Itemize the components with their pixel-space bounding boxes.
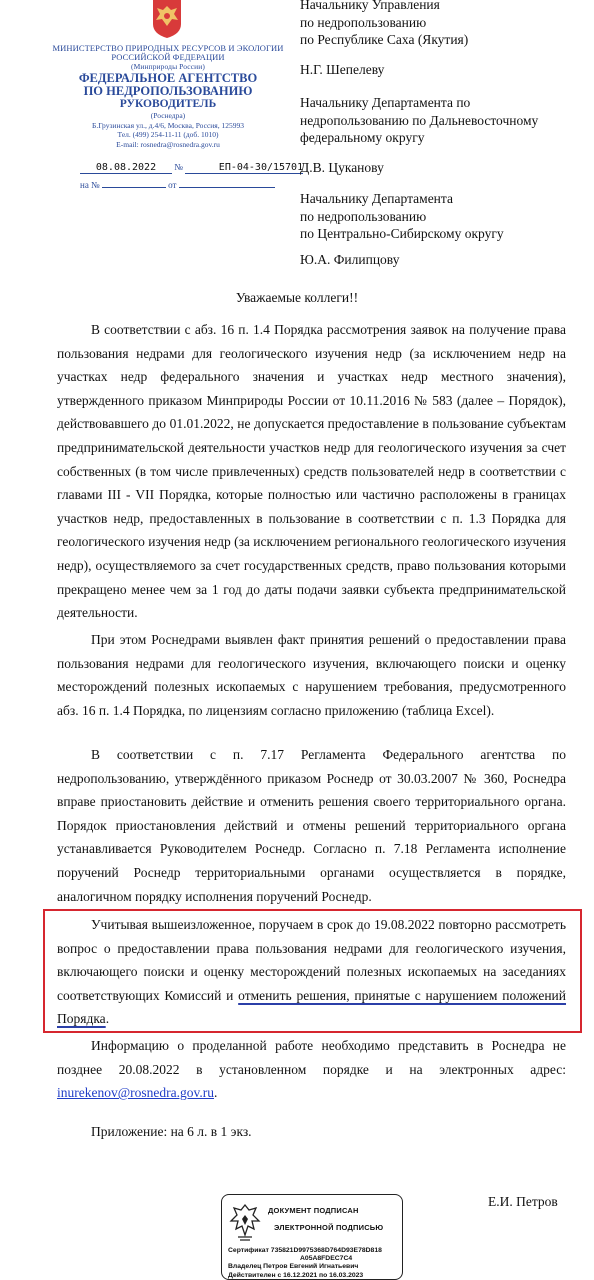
addressee-line: по недропользованию (300, 208, 427, 224)
addressee-2 (300, 94, 538, 147)
underlined-instruction: отменить решения, принятые с нарушением положений Порядка (57, 987, 567, 1027)
electronic-signature-stamp (221, 1194, 403, 1280)
ministry-line2: РОССИЙСКОЙ ФЕДЕРАЦИИ (111, 52, 225, 62)
agency-line2: ПО НЕДРОПОЛЬЗОВАНИЮ (83, 84, 253, 98)
appendix-note: Приложение: на 6 л. в 1 экз. (91, 1124, 252, 1139)
reference-label: на № (80, 180, 100, 190)
reference-line (80, 180, 275, 190)
paragraph-3: В соответствии с п. 7.17 Регламента Федерального агентства по недропользованию, утверждённого приказом Роснедр от 30.03.2007 № 360, Роснедра вправе приостановить действие и отменить решения своего территориального органа. Порядок приостановления действий и отмены решений территориального органа устанавливается Руководителем Роснедр. Согласно п. 7.18 Регламента исполнение поручений Роснедр территориальными органами осуществляется в порядке, аналогичном порядку исполнения поручений Роснедр. (57, 747, 566, 904)
addressee-line: Начальнику Департамента (300, 191, 453, 206)
reference-number-field[interactable] (102, 187, 166, 188)
coat-of-arms-icon (143, 0, 191, 38)
certificate-validity: Действителен с 16.12.2021 по 16.03.2023 (228, 1271, 364, 1279)
signer-name: Е.И. Петров (488, 1194, 558, 1209)
stamp-subtitle: ЭЛЕКТРОННОЙ ПОДПИСЬЮ (274, 1223, 384, 1232)
email-link[interactable]: inurekenov@rosnedra.gov.ru (57, 1085, 215, 1101)
addressee-line: по недропользованию (300, 14, 427, 30)
agency-header (52, 72, 284, 111)
eagle-emblem-icon (228, 1203, 262, 1243)
addressee-line: по Республике Саха (Якутия) (300, 32, 469, 47)
ministry-short: (Минприроды России) (131, 62, 205, 71)
certificate-id-2: A05A8FDEC7C4 (300, 1255, 353, 1263)
addressee-line: Начальнику Управления (300, 0, 440, 12)
registration-line (80, 162, 303, 174)
agency-line1: ФЕДЕРАЛЬНОЕ АГЕНТСТВО (78, 71, 258, 85)
addressee-3 (300, 190, 504, 268)
addressee-name: Н.Г. Шепелеву (300, 61, 385, 77)
addressee-2-name: Д.В. Цуканову (300, 160, 384, 175)
stamp-title: ДОКУМЕНТ ПОДПИСАН (268, 1206, 359, 1215)
paragraph-5 (57, 1034, 566, 1105)
number-label: № (174, 162, 183, 172)
paragraph-4-text: Учитывая вышеизложенное, поручаем в срок до 19.08.2022 повторно рассмотреть вопрос о предоставлении права пользования недрами для геологического изучения, включающего поиски и оценку месторождений полезных ископаемых на заседаниях соответствующих Комиссий и (57, 917, 566, 1003)
agency-address-block (52, 111, 284, 149)
certificate-id: Сертификат 735821D9975368D764D93E78D818 (228, 1247, 382, 1254)
paragraph-1: В соответствии с абз. 16 п. 1.4 Порядка рассмотрения заявок на получение права пользования недрами для геологического изучения недр (за исключением недр на участках недр федерального значения и участках недр местного значения), утвержденного приказом Минприроды России от 10.11.2016 № 583 (далее – Порядок), действовавшего до 01.01.2022, не допускается предоставление в пользование субъектам предпринимательской деятельности участков недр для геологического изучения за счет собственных (в том числе привлеченных) средств пользователей недр в соответствии с главами III - VII Порядка, которые полностью или частично расположены в границах участков недр, предоставленных в пользование в соответствии с п. 1.3 Порядка для геологического изучения недр (за исключением регионального геологического изучения недр), осуществляемого за счет государственных средств, право пользования которыми прекращено менее чем за 1 год до даты подачи заявки субъекта предпринимательской деятельности. (57, 322, 566, 621)
agency-role: РУКОВОДИТЕЛЬ (119, 98, 217, 110)
ministry-line1: МИНИСТЕРСТВО ПРИРОДНЫХ РЕСУРСОВ И ЭКОЛОГИИ (52, 43, 284, 53)
addressee-line: федеральному округу (300, 130, 425, 145)
agency-short: (Роснедра) (150, 111, 186, 120)
certificate-owner: Владелец Петров Евгений Игнатьевич (228, 1263, 359, 1271)
document-date: 08.08.2022 (80, 162, 172, 174)
addressee-1 (300, 0, 468, 78)
addressee-line: недропользованию по Дальневосточному (300, 112, 539, 128)
reference-from-label: от (168, 180, 177, 190)
paragraph-5-text: Информацию о проделанной работе необходимо представить в Роснедра не позднее 20.08.2022 в установленном порядке и на электронных адрес: (57, 1038, 566, 1077)
agency-phone: Тел. (499) 254-11-11 (доб. 1010) (117, 130, 219, 139)
addressee-line: Начальнику Департамента по (300, 95, 471, 110)
paragraph-4 (57, 913, 566, 1031)
document-number: ЕП-04-30/15701 (185, 162, 303, 174)
paragraph-4-end: . (105, 1011, 110, 1027)
addressee-name: Ю.А. Филипцову (300, 251, 400, 267)
paragraph-5-end: . (214, 1085, 218, 1101)
greeting: Уважаемые коллеги!! (235, 290, 359, 305)
certificate-details (228, 1247, 382, 1280)
ministry-header (52, 44, 284, 71)
addressee-line: по Центрально-Сибирскому округу (300, 226, 504, 241)
paragraph-2: При этом Роснедрами выявлен факт принятия решений о предоставлении права пользования недрами для геологического изучения, включающего поиски и оценку месторождений полезных ископаемых с нарушением требования, предусмотренного абз. 16 п. 1.4 Порядка, по лицензиям согласно приложению (таблица Excel). (57, 632, 566, 718)
agency-address: Б.Грузинская ул., д.4/6, Москва, Россия, 125993 (92, 120, 244, 130)
reference-date-field[interactable] (179, 187, 275, 188)
agency-email: E-mail: rosnedra@rosnedra.gov.ru (116, 139, 220, 149)
